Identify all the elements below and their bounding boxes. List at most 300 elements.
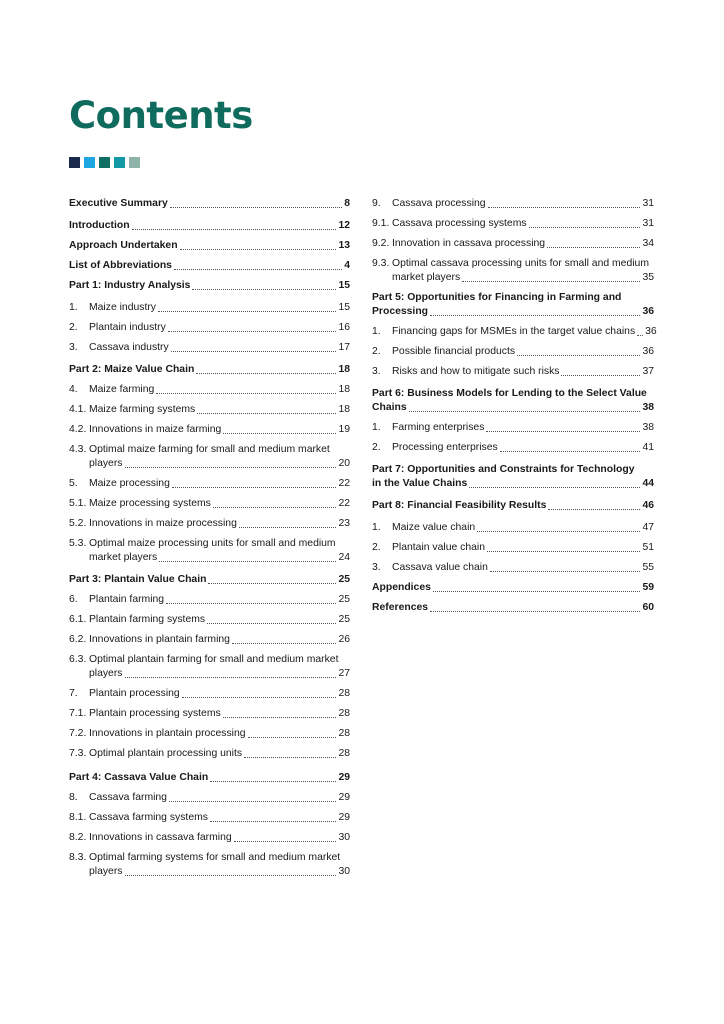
toc-entry-title: Part 5: Opportunities for Financing in Farming and xyxy=(372,292,622,303)
cyan-square xyxy=(114,157,125,168)
toc-page-number: 22 xyxy=(338,478,350,489)
toc-entry-title: Maize processing systems xyxy=(89,498,211,509)
toc-entry-title: Plantain processing xyxy=(89,688,180,699)
toc-entry-number: 1. xyxy=(372,326,381,337)
toc-entry[interactable] xyxy=(69,497,350,511)
dot-leader xyxy=(232,643,336,644)
toc-entry-title: Innovations in plantain farming xyxy=(89,634,230,645)
dot-leader xyxy=(169,801,336,802)
toc-entry[interactable] xyxy=(69,301,350,315)
toc-entry-title-continued: in the Value Chains xyxy=(372,478,468,489)
toc-entry[interactable] xyxy=(69,239,350,253)
toc-entry-text xyxy=(372,291,654,319)
toc-page-number: 25 xyxy=(338,614,350,625)
dot-leader xyxy=(529,227,641,228)
toc-page-number: 34 xyxy=(642,238,654,249)
dot-leader xyxy=(125,467,337,468)
toc-entry[interactable] xyxy=(69,653,350,681)
sky-blue-square xyxy=(84,157,95,168)
toc-entry-title: Cassava industry xyxy=(89,342,169,353)
toc-page-number: 59 xyxy=(642,582,654,593)
toc-entry-number: 5.2. xyxy=(69,518,87,529)
toc-entry-title-continued-line xyxy=(89,865,350,879)
toc-entry-text xyxy=(392,217,654,231)
toc-page-number: 28 xyxy=(338,688,350,699)
toc-entry-title: Maize processing xyxy=(89,478,170,489)
toc-page-number: 19 xyxy=(338,424,350,435)
toc-entry-title: Innovations in maize farming xyxy=(89,424,222,435)
toc-entry-title-continued: players xyxy=(89,458,123,469)
dot-leader xyxy=(170,207,342,208)
toc-entry-number: 3. xyxy=(372,562,381,573)
toc-entry-number: 2. xyxy=(372,442,381,453)
toc-entry-number: 2. xyxy=(69,322,78,333)
toc-entry[interactable] xyxy=(372,257,654,285)
toc-entry-title: Plantain industry xyxy=(89,322,166,333)
toc-entry[interactable] xyxy=(69,613,350,627)
toc-page-number: 47 xyxy=(642,522,654,533)
toc-entry-title: Part 1: Industry Analysis xyxy=(69,280,191,291)
toc-entry-title-continued-line xyxy=(89,457,350,471)
toc-entry[interactable] xyxy=(69,363,350,377)
toc-entry-text xyxy=(392,521,654,535)
toc-page-number: 38 xyxy=(642,402,654,413)
dot-leader xyxy=(487,551,640,552)
toc-page-number: 36 xyxy=(642,306,654,317)
toc-entry-number: 5.3. xyxy=(69,538,87,549)
toc-entry-text xyxy=(392,541,654,555)
dot-leader xyxy=(158,311,336,312)
toc-entry-text xyxy=(89,301,350,315)
toc-entry-title: Risks and how to mitigate such risks xyxy=(392,366,560,377)
toc-entry-title-continued-line xyxy=(372,305,654,319)
toc-entry[interactable] xyxy=(69,517,350,531)
dot-leader xyxy=(548,509,640,510)
toc-entry-title: Optimal plantain farming for small and medium market xyxy=(89,654,339,665)
dot-leader xyxy=(433,591,641,592)
dot-leader xyxy=(223,433,336,434)
toc-entry-text xyxy=(89,537,350,565)
dot-leader xyxy=(430,315,640,316)
toc-entry-text xyxy=(89,517,350,531)
toc-entry-text xyxy=(89,747,350,761)
toc-entry[interactable] xyxy=(372,325,657,339)
toc-page-number: 15 xyxy=(338,302,350,313)
dot-leader xyxy=(244,757,336,758)
navy-square xyxy=(69,157,80,168)
toc-entry[interactable] xyxy=(372,237,654,251)
toc-entry-title: Cassava processing xyxy=(392,198,486,209)
toc-entry-number: 9. xyxy=(372,198,381,209)
dot-leader xyxy=(239,527,337,528)
sage-square xyxy=(129,157,140,168)
toc-entry[interactable] xyxy=(69,197,350,211)
toc-entry-text xyxy=(69,279,350,293)
toc-entry[interactable] xyxy=(372,499,654,513)
toc-entry-title: Innovations in plantain processing xyxy=(89,728,246,739)
dot-leader xyxy=(469,487,640,488)
toc-page-number: 44 xyxy=(642,478,654,489)
page-title: Contents xyxy=(69,94,253,137)
toc-entry-text xyxy=(89,403,350,417)
dot-leader xyxy=(409,411,641,412)
dot-leader xyxy=(174,269,342,270)
toc-entry[interactable] xyxy=(69,321,350,335)
toc-entry-title: Cassava value chain xyxy=(392,562,488,573)
toc-entry[interactable] xyxy=(69,593,350,607)
dot-leader xyxy=(166,603,336,604)
toc-entry[interactable] xyxy=(69,851,350,879)
toc-page-number: 12 xyxy=(338,220,350,231)
dot-leader xyxy=(486,431,640,432)
toc-page-number: 25 xyxy=(338,594,350,605)
dot-leader xyxy=(156,393,336,394)
toc-page-number: 25 xyxy=(338,574,350,585)
toc-entry-number: 4.1. xyxy=(69,404,87,415)
toc-entry-title-continued-line xyxy=(89,667,350,681)
toc-entry-number: 2. xyxy=(372,542,381,553)
toc-entry-number: 9.2. xyxy=(372,238,390,249)
toc-entry-title: Optimal maize farming for small and medium market xyxy=(89,444,330,455)
dot-leader xyxy=(210,821,336,822)
toc-entry-text xyxy=(392,365,654,379)
toc-entry-text xyxy=(372,499,654,513)
toc-entry[interactable] xyxy=(69,727,350,741)
toc-entry-text xyxy=(372,463,654,491)
toc-entry-text xyxy=(89,653,350,681)
toc-entry-number: 5. xyxy=(69,478,78,489)
toc-entry-title: Optimal maize processing units for small and medium xyxy=(89,538,336,549)
toc-entry-text xyxy=(392,441,654,455)
toc-entry-number: 8.3. xyxy=(69,852,87,863)
toc-entry-text xyxy=(372,601,654,615)
toc-entry[interactable] xyxy=(69,537,350,565)
toc-entry[interactable] xyxy=(69,771,350,785)
toc-entry[interactable] xyxy=(69,687,350,701)
toc-page-number: 31 xyxy=(642,198,654,209)
toc-entry[interactable] xyxy=(372,581,654,595)
dot-leader xyxy=(125,875,337,876)
dot-leader xyxy=(192,289,336,290)
toc-entry-text xyxy=(89,687,350,701)
dot-leader xyxy=(248,737,337,738)
toc-entry-number: 3. xyxy=(372,366,381,377)
toc-entry[interactable] xyxy=(372,217,654,231)
toc-entry-title: Appendices xyxy=(372,582,431,593)
toc-page-number: 22 xyxy=(338,498,350,509)
dot-leader xyxy=(223,717,337,718)
toc-entry-text xyxy=(69,771,350,785)
toc-entry-title: Part 6: Business Models for Lending to the Select Value xyxy=(372,388,647,399)
toc-entry-text xyxy=(69,259,350,273)
dot-leader xyxy=(196,373,336,374)
toc-entry-text xyxy=(89,811,350,825)
toc-entry[interactable] xyxy=(372,601,654,615)
toc-entry-number: 1. xyxy=(372,522,381,533)
toc-entry-text xyxy=(89,477,350,491)
dot-leader xyxy=(207,623,336,624)
toc-page-number: 35 xyxy=(642,272,654,283)
toc-page-number: 8 xyxy=(344,198,350,209)
toc-entry[interactable] xyxy=(69,259,350,273)
toc-entry-text xyxy=(89,727,350,741)
toc-entry-title: Plantain farming systems xyxy=(89,614,206,625)
toc-page-number: 55 xyxy=(642,562,654,573)
toc-entry-number: 3. xyxy=(69,342,78,353)
toc-page-number: 51 xyxy=(642,542,654,553)
toc-entry-text xyxy=(372,387,654,415)
toc-entry-number: 6. xyxy=(69,594,78,605)
toc-page-number: 29 xyxy=(338,772,350,783)
dot-leader xyxy=(213,507,337,508)
toc-entry[interactable] xyxy=(69,747,350,761)
toc-page-number: 13 xyxy=(338,240,350,251)
toc-entry[interactable] xyxy=(69,219,350,233)
toc-page-number: 4 xyxy=(344,260,350,271)
toc-page-number: 28 xyxy=(338,708,350,719)
dot-leader xyxy=(430,611,640,612)
toc-page-number: 60 xyxy=(642,602,654,613)
toc-entry-title-continued: market players xyxy=(89,552,158,563)
toc-entry-title: Approach Undertaken xyxy=(69,240,178,251)
toc-entry-text xyxy=(89,423,350,437)
toc-entry-title: Innovations in maize processing xyxy=(89,518,237,529)
dot-leader xyxy=(197,413,336,414)
toc-entry-text xyxy=(69,219,350,233)
toc-entry-text xyxy=(89,443,350,471)
toc-entry-text xyxy=(89,593,350,607)
toc-page-number: 28 xyxy=(338,728,350,739)
toc-entry-number: 9.3. xyxy=(372,258,390,269)
toc-entry[interactable] xyxy=(372,345,654,359)
toc-entry-text xyxy=(392,325,657,339)
toc-page-number: 26 xyxy=(338,634,350,645)
toc-entry[interactable] xyxy=(372,521,654,535)
toc-entry-text xyxy=(392,421,654,435)
toc-page-number: 30 xyxy=(338,866,350,877)
toc-entry-title: Processing enterprises xyxy=(392,442,498,453)
toc-entry-number: 9.1. xyxy=(372,218,390,229)
toc-entry-title: Executive Summary xyxy=(69,198,168,209)
toc-entry-text xyxy=(372,581,654,595)
toc-entry-title: Innovation in cassava processing xyxy=(392,238,546,249)
toc-entry[interactable] xyxy=(69,341,350,355)
toc-entry[interactable] xyxy=(69,279,350,293)
toc-entry-text xyxy=(69,573,350,587)
toc-right-column xyxy=(372,197,657,615)
toc-entry-number: 8. xyxy=(69,792,78,803)
toc-entry-title: Part 4: Cassava Value Chain xyxy=(69,772,209,783)
toc-entry[interactable] xyxy=(372,561,654,575)
toc-entry-number: 7.2. xyxy=(69,728,87,739)
dot-leader xyxy=(172,487,337,488)
toc-entry-number: 1. xyxy=(69,302,78,313)
toc-page-number: 29 xyxy=(338,812,350,823)
toc-entry-title: Optimal cassava processing units for small and medium xyxy=(392,258,649,269)
toc-page-number: 41 xyxy=(642,442,654,453)
toc-entry[interactable] xyxy=(69,831,350,845)
toc-entry-text xyxy=(89,613,350,627)
toc-page-number: 28 xyxy=(338,748,350,759)
toc-entry[interactable] xyxy=(372,365,654,379)
dot-leader xyxy=(180,249,337,250)
toc-entry-text xyxy=(392,197,654,211)
toc-page-number: 18 xyxy=(338,404,350,415)
toc-entry-title: Cassava farming systems xyxy=(89,812,208,823)
toc-entry-title: Maize industry xyxy=(89,302,156,313)
toc-entry-title: Part 2: Maize Value Chain xyxy=(69,364,195,375)
toc-page-number: 36 xyxy=(645,326,657,337)
dot-leader xyxy=(462,281,640,282)
toc-entry-number: 4.3. xyxy=(69,444,87,455)
toc-entry[interactable] xyxy=(69,383,350,397)
toc-entry[interactable] xyxy=(69,477,350,491)
toc-entry-text xyxy=(89,831,350,845)
toc-entry-text xyxy=(89,633,350,647)
toc-left-column xyxy=(69,197,350,879)
toc-entry-number: 7.1. xyxy=(69,708,87,719)
toc-entry-title: Maize farming xyxy=(89,384,155,395)
toc-entry[interactable] xyxy=(69,707,350,721)
toc-entry-title: Cassava farming xyxy=(89,792,167,803)
toc-entry-title-continued-line xyxy=(372,401,654,415)
dot-leader xyxy=(234,841,337,842)
toc-entry-text xyxy=(89,851,350,879)
toc-entry-title: Plantain processing systems xyxy=(89,708,221,719)
toc-entry-number: 8.2. xyxy=(69,832,87,843)
dot-leader xyxy=(132,229,337,230)
toc-entry-text xyxy=(392,561,654,575)
dot-leader xyxy=(210,781,336,782)
toc-entry-text xyxy=(69,197,350,211)
toc-entry[interactable] xyxy=(372,463,654,491)
teal-square xyxy=(99,157,110,168)
toc-entry-title: Part 7: Opportunities and Constraints for Technology xyxy=(372,464,635,475)
dot-leader xyxy=(168,331,337,332)
toc-page-number: 46 xyxy=(642,500,654,511)
dot-leader xyxy=(561,375,640,376)
toc-entry-title: Farming enterprises xyxy=(392,422,485,433)
toc-entry-title: List of Abbreviations xyxy=(69,260,172,271)
toc-entry-title-continued: players xyxy=(89,668,123,679)
toc-entry-text xyxy=(89,321,350,335)
toc-entry-number: 7. xyxy=(69,688,78,699)
dot-leader xyxy=(208,583,336,584)
toc-entry-title: Innovations in cassava farming xyxy=(89,832,232,843)
toc-entry[interactable] xyxy=(69,811,350,825)
toc-page-number: 30 xyxy=(338,832,350,843)
toc-entry-text xyxy=(89,497,350,511)
toc-entry[interactable] xyxy=(372,441,654,455)
toc-entry-title-continued-line xyxy=(89,551,350,565)
toc-entry[interactable] xyxy=(372,541,654,555)
toc-entry-text xyxy=(89,707,350,721)
toc-entry-number: 8.1. xyxy=(69,812,87,823)
dot-leader xyxy=(488,207,641,208)
toc-page-number: 20 xyxy=(338,458,350,469)
dot-leader xyxy=(125,677,337,678)
toc-entry-title-continued-line xyxy=(392,271,654,285)
toc-entry[interactable] xyxy=(69,633,350,647)
toc-entry-text xyxy=(69,239,350,253)
toc-entry-title: Plantain farming xyxy=(89,594,165,605)
toc-entry-number: 1. xyxy=(372,422,381,433)
toc-entry-number: 6.2. xyxy=(69,634,87,645)
toc-entry-text xyxy=(392,345,654,359)
dot-leader xyxy=(171,351,337,352)
toc-page-number: 36 xyxy=(642,346,654,357)
dot-leader xyxy=(159,561,336,562)
toc-page-number: 18 xyxy=(338,384,350,395)
dot-leader xyxy=(182,697,337,698)
toc-entry[interactable] xyxy=(69,423,350,437)
toc-entry-title: Plantain value chain xyxy=(392,542,486,553)
toc-entry-title: Part 8: Financial Feasibility Results xyxy=(372,500,547,511)
toc-entry-title-continued-line xyxy=(372,477,654,491)
toc-entry-number: 4.2. xyxy=(69,424,87,435)
toc-entry[interactable] xyxy=(69,573,350,587)
toc-entry[interactable] xyxy=(69,791,350,805)
toc-entry-title: Maize farming systems xyxy=(89,404,196,415)
toc-entry-number: 5.1. xyxy=(69,498,87,509)
toc-entry-title-continued: Processing xyxy=(372,306,429,317)
toc-entry-number: 4. xyxy=(69,384,78,395)
toc-page-number: 17 xyxy=(338,342,350,353)
toc-entry-text xyxy=(89,383,350,397)
toc-entry-title-continued: Chains xyxy=(372,402,407,413)
dot-leader xyxy=(490,571,641,572)
toc-page-number: 24 xyxy=(338,552,350,563)
dot-leader xyxy=(517,355,640,356)
toc-entry-title-continued: players xyxy=(89,866,123,877)
toc-page-number: 18 xyxy=(338,364,350,375)
toc-entry-title: Maize value chain xyxy=(392,522,476,533)
toc-entry-title: References xyxy=(372,602,429,613)
toc-entry-title: Part 3: Plantain Value Chain xyxy=(69,574,207,585)
toc-entry-number: 6.1. xyxy=(69,614,87,625)
dot-leader xyxy=(477,531,640,532)
toc-entry[interactable] xyxy=(372,421,654,435)
toc-entry-title: Optimal plantain processing units xyxy=(89,748,243,759)
toc-entry[interactable] xyxy=(372,387,654,415)
toc-entry-number: 6.3. xyxy=(69,654,87,665)
toc-entry-text xyxy=(392,237,654,251)
toc-entry[interactable] xyxy=(372,291,654,319)
toc-entry[interactable] xyxy=(69,443,350,471)
toc-entry-title: Introduction xyxy=(69,220,130,231)
dot-leader xyxy=(500,451,641,452)
decorative-squares xyxy=(69,157,140,168)
toc-entry-title: Optimal farming systems for small and medium market xyxy=(89,852,341,863)
toc-entry-title: Financing gaps for MSMEs in the target value chains xyxy=(392,326,636,337)
toc-entry[interactable] xyxy=(69,403,350,417)
toc-page-number: 38 xyxy=(642,422,654,433)
toc-entry-title: Cassava processing systems xyxy=(392,218,527,229)
toc-page-number: 29 xyxy=(338,792,350,803)
dot-leader xyxy=(637,335,643,336)
toc-entry[interactable] xyxy=(372,197,654,211)
toc-entry-text xyxy=(89,341,350,355)
toc-page-number: 23 xyxy=(338,518,350,529)
toc-entry-title-continued: market players xyxy=(392,272,461,283)
toc-page-number: 15 xyxy=(338,280,350,291)
toc-entry-title: Possible financial products xyxy=(392,346,516,357)
toc-entry-number: 2. xyxy=(372,346,381,357)
toc-page-number: 27 xyxy=(338,668,350,679)
toc-page-number: 16 xyxy=(338,322,350,333)
toc-page-number: 37 xyxy=(642,366,654,377)
toc-entry-text xyxy=(69,363,350,377)
